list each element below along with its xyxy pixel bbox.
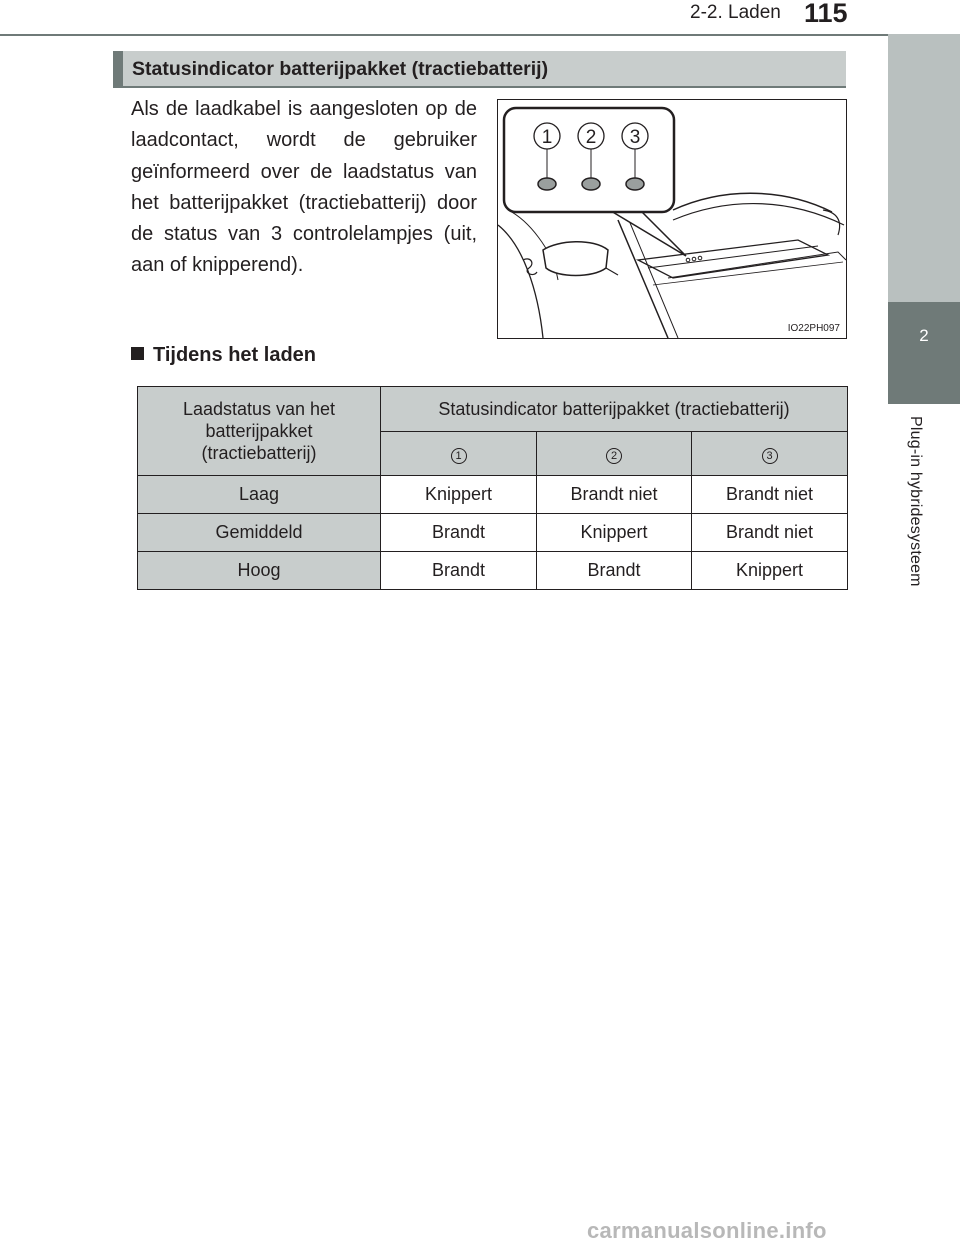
chapter-title: Plug-in hybridesysteem <box>907 416 924 587</box>
table-header-indicator-1 <box>381 432 537 476</box>
table-row <box>138 552 848 590</box>
subheading-text: Tijdens het laden <box>153 344 316 366</box>
table-row <box>138 514 848 552</box>
dashboard-indicator-illustration <box>497 99 847 339</box>
callout-1-label: 1 <box>541 127 553 148</box>
row-status: Gemiddeld <box>138 514 381 552</box>
chapter-side-tab <box>888 34 960 1250</box>
indicator-2-number: 2 <box>606 448 622 464</box>
indicator-3-number: 3 <box>762 448 778 464</box>
figure-code: IO22PH097 <box>787 323 840 334</box>
row-status: Laag <box>138 476 381 514</box>
car-dashboard-drawing <box>498 100 846 338</box>
intro-paragraph: Als de laadkabel is aangesloten op de laadcontact, wordt de gebruiker geïnformeerd over de laadstatus van het batterijpakket (tractiebatterij) door de status van 3 controlelampjes (uit, aan of knipperend). <box>131 98 477 277</box>
table-header-indicator-group: Statusindicator batterijpakket (tractiebatterij) <box>381 387 848 432</box>
callout-2 <box>578 123 604 149</box>
row-indicator-3: Brandt niet <box>692 476 848 514</box>
row-indicator-3: Brandt niet <box>692 514 848 552</box>
callout-2-label: 2 <box>585 127 597 148</box>
square-bullet-icon <box>131 347 144 360</box>
section-heading-text: Statusindicator batterijpakket (tractiebatterij) <box>132 58 549 80</box>
watermark: carmanualsonline.info <box>587 1218 827 1243</box>
row-indicator-2: Knippert <box>537 514 692 552</box>
row-indicator-1: Brandt <box>381 514 537 552</box>
row-indicator-1: Knippert <box>381 476 537 514</box>
row-indicator-2: Brandt niet <box>537 476 692 514</box>
side-tab-chapter-box <box>888 302 960 404</box>
table-header-indicator-3 <box>692 432 848 476</box>
indicator-1-number: 1 <box>451 448 467 464</box>
table-header-charge-status: Laadstatus van het batterijpakket (tractiebatterij) <box>138 387 381 476</box>
page-number: 115 <box>804 0 848 28</box>
callout-3-label: 3 <box>629 127 641 148</box>
header-section-title: 2-2. Laden <box>690 2 781 23</box>
row-indicator-1: Brandt <box>381 552 537 590</box>
row-status: Hoog <box>138 552 381 590</box>
row-indicator-3: Knippert <box>692 552 848 590</box>
header-divider <box>0 34 888 36</box>
section-heading <box>113 51 846 88</box>
table-row <box>138 476 848 514</box>
row-indicator-2: Brandt <box>537 552 692 590</box>
side-tab-top-band <box>888 34 960 302</box>
charging-status-table <box>137 386 848 590</box>
callout-1 <box>534 123 560 149</box>
chapter-number: 2 <box>919 326 929 345</box>
table-header-indicator-2 <box>537 432 692 476</box>
callout-3 <box>622 123 648 149</box>
subheading <box>131 344 316 367</box>
